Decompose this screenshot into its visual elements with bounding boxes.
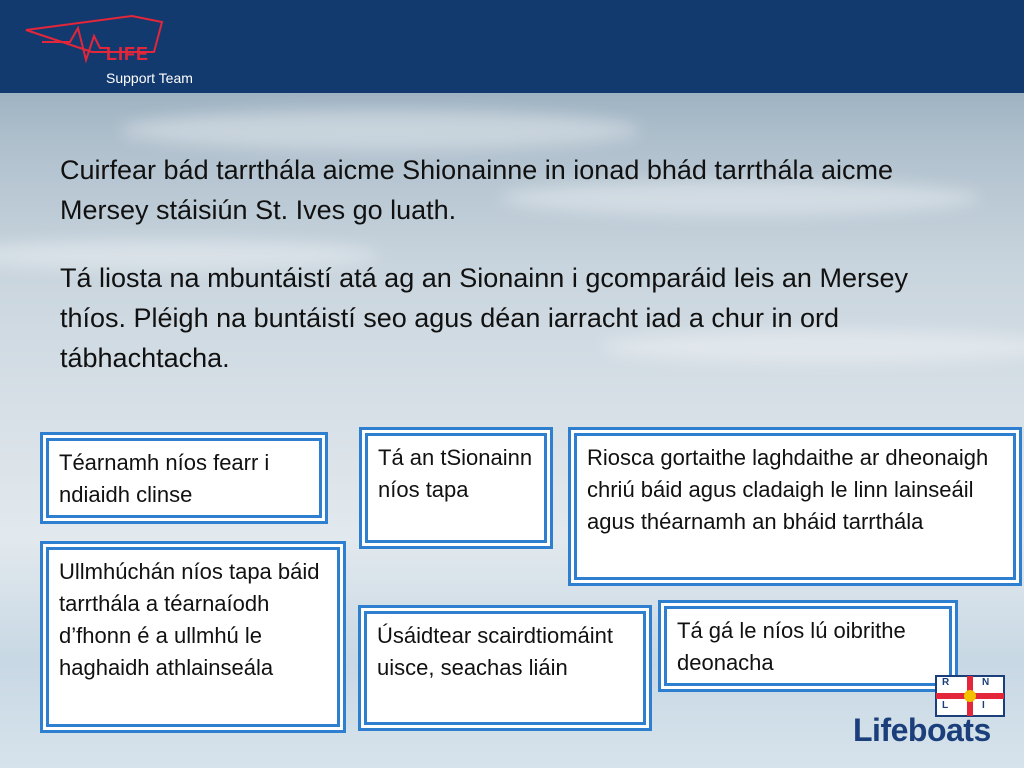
life-support-team-logo bbox=[22, 8, 222, 88]
lifeboats-brand-text: Lifeboats bbox=[853, 712, 991, 748]
advantage-card: Úsáidtear scairdtiomáint uisce, seachas liáin bbox=[364, 611, 646, 725]
advantage-card: Tá an tSionainn níos tapa bbox=[365, 433, 547, 543]
flag-letter: I bbox=[982, 700, 985, 711]
flag-letter: N bbox=[982, 677, 990, 688]
advantage-card: Ullmhúchán níos tapa báid tarrthála a téarnaíodh d’fhonn é a ullmhú le haghaidh athlainseála bbox=[46, 547, 340, 727]
header-bar bbox=[0, 0, 1024, 93]
advantage-card: Riosca gortaithe laghdaithe ar dheonaigh chriú báid agus cladaigh le linn lainseáil agus théarnamh an bháid tarrthála bbox=[574, 433, 1016, 580]
intro-text bbox=[60, 150, 980, 406]
advantage-card: Téarnamh níos fearr i ndiaidh clinse bbox=[46, 438, 322, 518]
cloud-streak bbox=[120, 110, 640, 150]
logo-life-text: LIFE bbox=[106, 44, 149, 64]
intro-paragraph: Cuirfear bád tarrthála aicme Shionainne in ionad bhád tarrthála aicme Mersey stáisiún St. Ives go luath. bbox=[60, 155, 893, 225]
flag-letter: R bbox=[942, 677, 950, 688]
advantage-card: Tá gá le níos lú oibrithe deonacha bbox=[664, 606, 952, 686]
logo-support-text: Support Team bbox=[106, 70, 193, 86]
flag-letter: L bbox=[942, 700, 949, 711]
intro-paragraph: Tá liosta na mbuntáistí atá ag an Sionainn i gcomparáid leis an Mersey thíos. Pléigh na buntáistí seo agus déan iarracht iad a chur in ord tábhachtacha. bbox=[60, 263, 908, 373]
